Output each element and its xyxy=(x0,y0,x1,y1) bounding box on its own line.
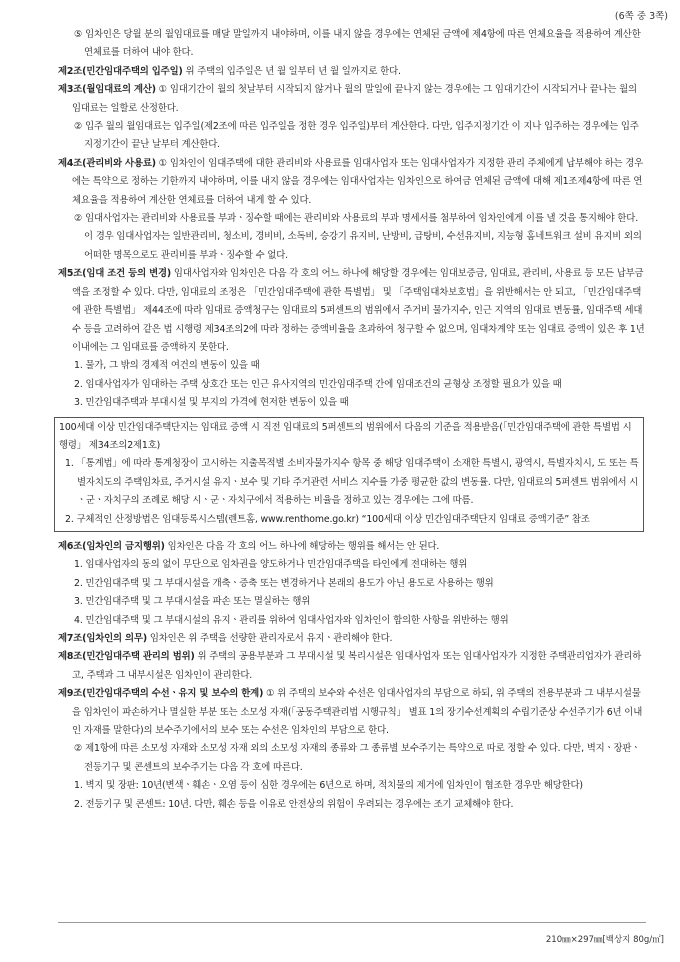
clause-paragraph: 3. 민간임대주택 및 그 부대시설을 파손 또는 멸실하는 행위 xyxy=(74,596,311,608)
article-clause xyxy=(58,648,646,685)
notice-item: 2. 구체적인 산정방법은 임대등록시스템(렌트홈, www.renthome.go.kr) “100세대 이상 민간임대주택단지 임대료 증액기준” 참조 xyxy=(65,513,590,525)
article-text: 임차인은 다음 각 호의 어느 하나에 해당하는 행위를 해서는 안 된다. xyxy=(164,540,440,552)
contract-body xyxy=(58,26,646,814)
contract-clauses-part2 xyxy=(58,538,646,814)
clause-paragraph: 3. 민간임대주택과 부대시설 및 부지의 가격에 현저한 변동이 있을 때 xyxy=(74,397,349,409)
clause-paragraph: 2. 임대사업자가 임대하는 주택 상호간 또는 인근 유사지역의 민간임대주택 간에 임대조건의 균형상 조정할 필요가 있을 때 xyxy=(74,378,562,390)
article-text: ① 위 주택의 보수와 수선은 임대사업자의 부담으로 하되, 위 주택의 전용부분과 그 내부시설물을 임차인이 파손하거나 멸실한 부분 또는 소모성 자재(「공동주택관리법 시행규칙」 별표 1의 장기수선계획의 수립기준상 수선주기가 6년 이내인 자재를 말한다)의 보수주기에서의 보수 또는 수선은 임차인의 부담으로 한다. xyxy=(72,688,643,737)
article-text: ① 임차인이 임대주택에 대한 관리비와 사용료를 임대사업자 또는 임대사업자가 지정한 관리 주체에게 납부해야 하는 경우에는 특약으로 정하는 기한까지 내야하며, 이를 내지 않을 경우에는 임대사업자는 임차인으로 하여금 연체된 금액에 대해 제1조제4항에 따른 연체요율을 적용하여 계산한 연체료를 더하여 내게 할 수 있다. xyxy=(72,157,644,206)
article-text: 위 주택의 입주일은 년 월 일부터 년 월 일까지로 한다. xyxy=(182,65,401,77)
article-label: 제9조(민간임대주택의 수선ㆍ유지 및 보수의 한계) xyxy=(58,688,264,700)
article-text: 임대사업자와 임차인은 다음 각 호의 어느 하나에 해당할 경우에는 임대보증금, 임대료, 관리비, 사용료 등 모든 납부금액을 조정할 수 있다. 다만, 임대료의 조정은 「민간임대주택에 관한 특별법」 및 「주택임대차보호법」을 위반해서는 안 되고, 「민간임대주택에 관한 특별법」 제44조에 따라 임대료 증액청구는 임대료의 5퍼센트의 범위에서 주거비 물가지수, 인근 지역의 임대료 변동률, 임대주택 세대수 등을 고려하여 같은 법 시행령 제34조의2에 따라 정하는 증액비율을 초과하여 청구할 수 없으며, 임대차계약 또는 임대료 증액이 있은 후 1년 이내에는 그 임대료를 증액하지 못한다. xyxy=(72,268,645,353)
clause-paragraph: ② 입주 월의 월임대료는 입주일(제2조에 따른 입주일을 정한 경우 입주일)부터 계산한다. 다만, 입주지정기간 이 지나 입주하는 경우에는 입주지정기간이 끝난 날부터 계산한다. xyxy=(74,121,639,151)
page-indicator: (6쪽 중 3쪽) xyxy=(614,11,668,22)
notice-item: 1. 「통계법」에 따라 통계청장이 고시하는 지출목적별 소비자물가지수 항목 중 해당 임대주택이 소재한 특별시, 광역시, 특별자치시, 도 또는 특별자치도의 주택임차료, 주거시설 유지ㆍ보수 및 기타 주거관련 서비스 지수를 가중 평균한 값의 변동률. 다만, 임대료의 5퍼센트 범위에서 시ㆍ군ㆍ자치구의 조례로 해당 시ㆍ군ㆍ자치구에서 적용하는 비율을 정하고 있는 경우에는 그에 따름. xyxy=(65,458,639,507)
footer-rule xyxy=(58,922,646,923)
article-clause xyxy=(58,265,646,357)
clause-paragraph: 1. 물가, 그 밖의 경제적 여건의 변동이 있을 때 xyxy=(74,360,260,372)
article-text: 임차인은 위 주택을 선량한 관리자로서 유지ㆍ관리해야 한다. xyxy=(147,633,393,644)
article-label: 제8조(민간임대주택 관리의 범위) xyxy=(58,651,195,663)
article-label: 제4조(관리비와 사용료) xyxy=(58,157,156,169)
notice-box xyxy=(54,417,644,532)
article-clause xyxy=(58,685,646,740)
clause-paragraph: ② 임대사업자는 관리비와 사용료를 부과ㆍ징수할 때에는 관리비와 사용료의 부과 명세서를 첨부하여 임차인에게 이를 낼 것을 통지해야 한다. 이 경우 임대사업자는 일반관리비, 청소비, 경비비, 소독비, 승강기 유지비, 난방비, 급탕비, 수선유지비, 지능형 홈네트워크 설비 유지비 외의 어떠한 명목으로도 관리비를 부과ㆍ징수할 수 없다. xyxy=(74,213,642,261)
notice-intro: 100세대 이상 민간임대주택단지는 임대료 증액 시 직전 임대료의 5퍼센트의 범위에서 다음의 기준을 적용받음(「민간임대주택에 관한 특별법 시행령」 제34조의2제1호) xyxy=(59,421,632,451)
clause-paragraph: 2. 민간임대주택 및 그 부대시설을 개축ㆍ증축 또는 변경하거나 본래의 용도가 아닌 용도로 사용하는 행위 xyxy=(74,577,494,589)
clause-paragraph: 1. 임대사업자의 동의 없이 무단으로 임차권을 양도하거나 민간임대주택을 타인에게 전대하는 행위 xyxy=(74,559,468,571)
paper-spec: 210㎜×297㎜[백상지 80g/㎡] xyxy=(545,935,664,945)
clause-paragraph: 4. 민간임대주택 및 그 부대시설의 유지ㆍ관리를 위하여 임대사업자와 임차인이 합의한 사항을 위반하는 행위 xyxy=(74,614,509,626)
article-clause xyxy=(58,630,646,648)
article-clause xyxy=(58,63,646,81)
article-text: ① 임대기간이 월의 첫날부터 시작되지 않거나 월의 말일에 끝나지 않는 경우에는 그 임대기간이 시작되거나 끝나는 월의 임대료는 일할로 산정한다. xyxy=(72,84,637,114)
clause-paragraph: ⑤ 임차인은 당월 분의 월임대료를 매달 말일까지 내야하며, 이를 내지 않을 경우에는 연체된 금액에 제4항에 따른 연체요율을 적용하여 계산한 연체료를 더하여 내야 한다. xyxy=(74,29,641,59)
clause-paragraph: 1. 벽지 및 장판: 10년(변색ㆍ훼손ㆍ오염 등이 심한 경우에는 6년으로 하며, 적치물의 제거에 임차인이 협조한 경우만 해당한다) xyxy=(74,780,583,792)
article-label: 제5조(임대 조건 등의 변경) xyxy=(58,268,172,280)
article-clause xyxy=(58,81,646,118)
contract-clauses-part1 xyxy=(58,26,646,413)
article-label: 제6조(임차인의 금지행위) xyxy=(58,540,165,552)
article-label: 제3조(월임대료의 계산) xyxy=(58,84,156,96)
article-clause xyxy=(58,155,646,210)
article-clause xyxy=(58,538,646,556)
clause-paragraph: ② 제1항에 따른 소모성 자재와 소모성 자재 외의 소모성 자재의 종류와 그 종류별 보수주기는 특약으로 따로 정할 수 있다. 다만, 벽지ㆍ장판ㆍ전등기구 및 콘센트의 보수주기는 다음 각 호에 따른다. xyxy=(74,743,641,773)
article-label: 제2조(민간임대주택의 입주일) xyxy=(58,65,183,77)
clause-paragraph: 2. 전등기구 및 콘센트: 10년. 다만, 훼손 등을 이유로 안전상의 위험이 우려되는 경우에는 조기 교체해야 한다. xyxy=(74,798,514,810)
article-text: 위 주택의 공용부분과 그 부대시설 및 복리시설은 임대사업자 또는 임대사업자가 지정한 주택관리업자가 관리하고, 주택과 그 내부시설은 임차인이 관리한다. xyxy=(72,651,642,681)
article-label: 제7조(임차인의 의무) xyxy=(58,633,148,644)
